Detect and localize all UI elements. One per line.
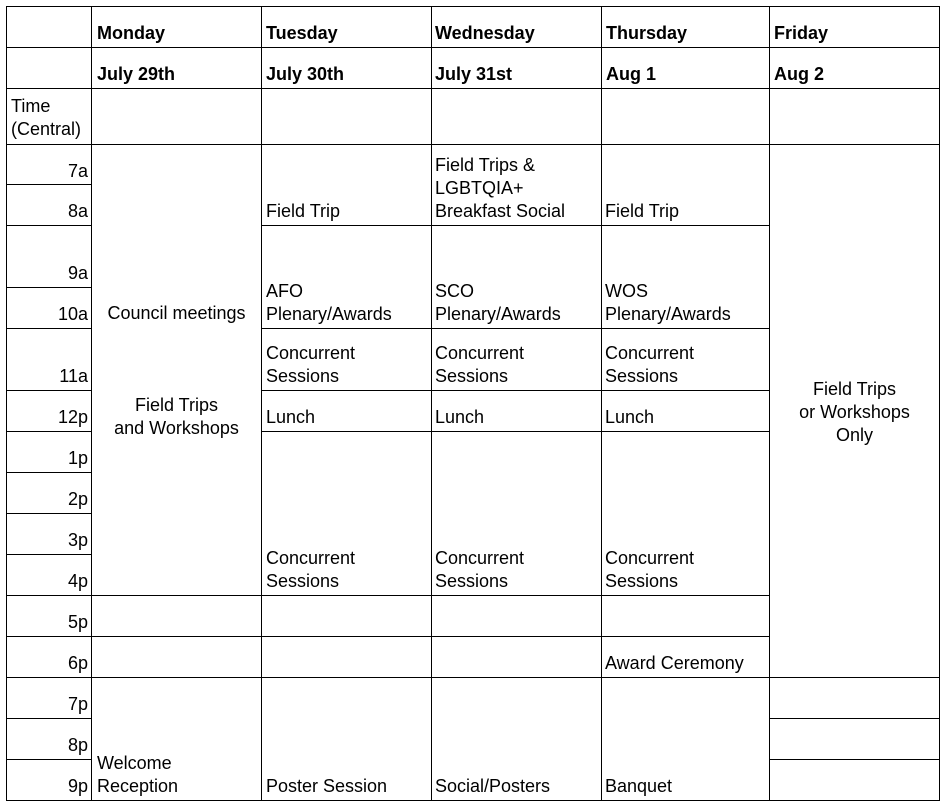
day-label: Monday [97,23,166,43]
time-row [6,513,92,555]
monday-field-trips-line: and Workshops [114,418,239,438]
day-label: Thursday [606,23,688,43]
event-text: Lunch [266,407,316,427]
time-label: 1p [67,448,88,468]
wednesday-plenary [431,225,602,329]
event-text: Sessions [435,571,509,591]
day-label: Wednesday [435,23,535,43]
event-text: Plenary/Awards [435,304,561,324]
friday-field-trips-block [769,144,940,678]
thursday-concurrent-am [601,328,770,391]
time-label: 7p [67,694,88,714]
thursday-award-ceremony [601,636,770,678]
event-text: Concurrent [435,343,525,363]
time-label: 11a [59,366,88,386]
welcome-reception-line: Reception [97,776,179,796]
time-label: 7a [67,161,88,181]
welcome-reception-line: Welcome [97,753,172,773]
event-text: or Workshops [799,402,910,422]
time-row [6,287,92,329]
wednesday-lunch [431,390,602,432]
event-text: Field Trips [812,379,897,399]
date-label: Aug 2 [774,64,825,84]
time-label: 10a [57,304,88,324]
header-wednesday [431,6,602,48]
blank-cell [431,636,602,678]
event-text: Sessions [266,571,340,591]
time-header-line: (Central) [11,119,82,139]
time-row [6,677,92,719]
tuesday-concurrent-am [261,328,432,391]
event-text: LGBTQIA+ [435,178,524,198]
time-label: 6p [67,653,88,673]
time-header-cell [6,88,92,145]
header-tuesday [261,6,432,48]
wednesday-concurrent-pm [431,431,602,596]
time-label: 2p [67,489,88,509]
blank-cell [91,88,262,145]
time-row [6,718,92,760]
thursday-concurrent-pm [601,431,770,596]
welcome-reception-block [91,677,262,801]
event-text: Breakfast Social [435,201,566,221]
event-text: Sessions [435,366,509,386]
tuesday-field-trip [261,144,432,226]
blank-cell [769,718,940,760]
time-row [6,431,92,473]
time-label: 4p [67,571,88,591]
event-text: Field Trip [266,201,341,221]
blank-cell [261,636,432,678]
date-thursday [601,47,770,89]
blank-cell [601,595,770,637]
time-label: 8a [67,201,88,221]
blank-cell [769,677,940,719]
time-row [6,144,92,185]
blank-cell [769,88,940,145]
time-label: 9p [67,776,88,796]
event-text: Field Trip [605,201,680,221]
thursday-lunch [601,390,770,432]
time-row [6,595,92,637]
time-label: 12p [57,407,88,427]
tuesday-lunch [261,390,432,432]
wednesday-concurrent-am [431,328,602,391]
event-text: Sessions [605,571,679,591]
corner-cell-top [6,6,92,48]
time-label: 5p [67,612,88,632]
tuesday-concurrent-pm [261,431,432,596]
blank-cell [261,88,432,145]
wednesday-evening [431,677,602,801]
date-label: Aug 1 [606,64,657,84]
event-text: Lunch [435,407,485,427]
day-label: Tuesday [266,23,338,43]
day-label: Friday [774,23,829,43]
thursday-evening [601,677,770,801]
event-text: Sessions [266,366,340,386]
event-text: SCO [435,281,475,301]
tuesday-plenary [261,225,432,329]
date-monday [91,47,262,89]
event-text: Only [835,425,873,445]
event-text: Sessions [605,366,679,386]
thursday-plenary [601,225,770,329]
event-text: Plenary/Awards [266,304,392,324]
date-label: July 30th [266,64,345,84]
date-label: July 29th [97,64,176,84]
time-row [6,759,92,801]
time-label: 8p [67,735,88,755]
time-row [6,184,92,226]
event-text: Banquet [605,776,673,796]
event-text: Concurrent [605,343,695,363]
event-text: Lunch [605,407,655,427]
blank-cell [261,595,432,637]
blank-cell [769,759,940,801]
event-text: Poster Session [266,776,388,796]
corner-cell-date [6,47,92,89]
date-wednesday [431,47,602,89]
tuesday-evening [261,677,432,801]
time-label: 9a [67,263,88,283]
event-text: Concurrent [266,548,356,568]
event-text: WOS [605,281,648,301]
wednesday-field-trip [431,144,602,226]
blank-cell [91,595,262,637]
header-monday [91,6,262,48]
header-friday [769,6,940,48]
date-tuesday [261,47,432,89]
header-thursday [601,6,770,48]
time-row [6,636,92,678]
time-label: 3p [67,530,88,550]
event-text: Plenary/Awards [605,304,731,324]
event-text: Award Ceremony [605,653,744,673]
event-text: Concurrent [605,548,695,568]
time-row [6,472,92,514]
date-label: July 31st [435,64,513,84]
blank-cell [91,636,262,678]
council-meetings: Council meetings [107,303,246,323]
event-text: Concurrent [266,343,356,363]
event-text: AFO [266,281,304,301]
time-row [6,390,92,432]
event-text: Social/Posters [435,776,551,796]
event-text: Field Trips & [435,155,536,175]
monday-field-trips-line: Field Trips [134,395,219,415]
blank-cell [431,595,602,637]
date-friday [769,47,940,89]
time-row [6,225,92,288]
event-text: Concurrent [435,548,525,568]
blank-cell [431,88,602,145]
thursday-field-trip [601,144,770,226]
blank-cell [601,88,770,145]
time-header-line: Time [11,96,51,116]
time-row [6,328,92,391]
monday-daytime-block [91,144,262,596]
time-row [6,554,92,596]
